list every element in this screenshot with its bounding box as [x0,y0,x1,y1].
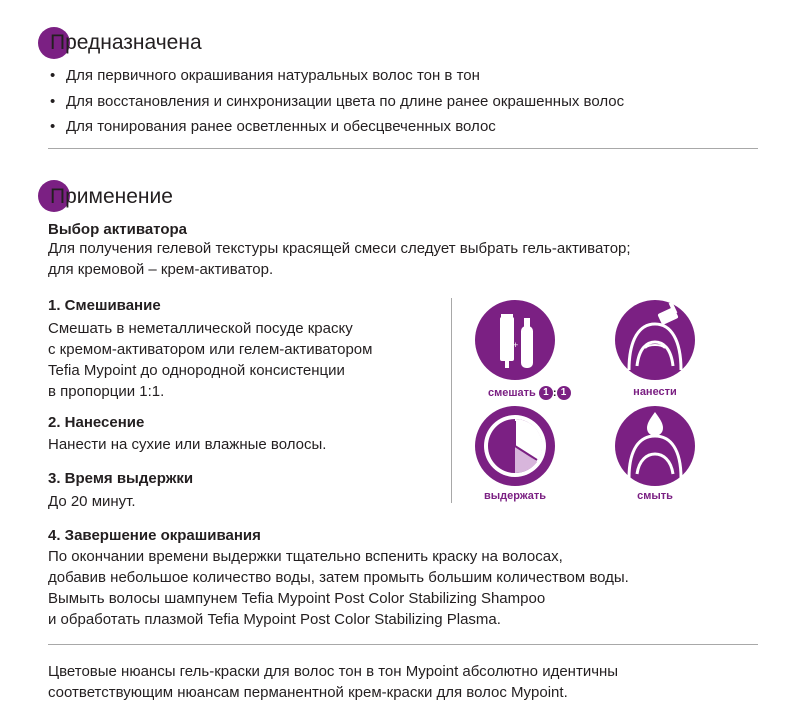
list-item: • Для восстановления и синхронизации цвета по длине ранее окрашенных волос [50,89,624,115]
apply-icon [615,300,695,380]
activator-heading: Выбор активатора [48,221,187,238]
timer-icon [475,406,555,486]
mix-icon [475,300,555,380]
list-item: • Для первичного окрашивания натуральных волос тон в тон [50,63,624,89]
purpose-list [50,63,624,140]
ratio-left: 1 [539,386,553,400]
svg-text:+: + [513,340,519,350]
ratio-right: 1 [557,386,571,400]
mix-label: смешать [488,386,536,399]
step4-heading: 4. Завершение окрашивания [48,527,261,544]
rinse-icon [615,406,695,486]
step4-text: По окончании времени выдержки тщательно вспенить краску на волосах, добавив небольшое количество воды, затем промыть большим количеством воды. Вымыть волосы шампунем Tefia Mypoint Post Color Stabilizing Shampoo и обработать плазмой Tefia Mypoint Post Color Stabilizing Plasma. [48,548,629,628]
rinse-label: смыть [637,490,673,502]
step1-heading: 1. Смешивание [48,297,161,314]
divider [48,148,758,149]
step3-heading: 3. Время выдержки [48,470,194,487]
apply-label: нанести [633,386,677,398]
ratio-separator: : [552,386,557,399]
footer-note: Цветовые нюансы гель-краски для волос тон в тон Mypoint абсолютно идентичны соответствующим нюансам перманентной крем-краски для волос Mypoint. [48,663,619,701]
mix-label-row [488,386,571,400]
divider [48,644,758,645]
wait-label: выдержать [483,490,547,502]
activator-text: Для получения гелевой текстуры красящей смеси следует выбрать гель-активатор; для кремовой – крем-активатор. [48,240,631,278]
step2-text: Нанести на сухие или влажные волосы. [48,436,327,453]
step2-heading: 2. Нанесение [48,414,145,431]
icons-divider [451,298,452,503]
list-item: • Для тонирования ранее осветленных и обесцвеченных волос [50,114,624,140]
section-title-application: Применение [50,185,173,208]
section-title-purpose: Предназначена [50,31,202,54]
step3-text: До 20 минут. [48,493,136,510]
step1-text: Смешать в неметаллической посуде краску с кремом-активатором или гелем-активатором Tefia Mypoint до однородной консистенции в пропорции 1:1. [48,320,373,400]
